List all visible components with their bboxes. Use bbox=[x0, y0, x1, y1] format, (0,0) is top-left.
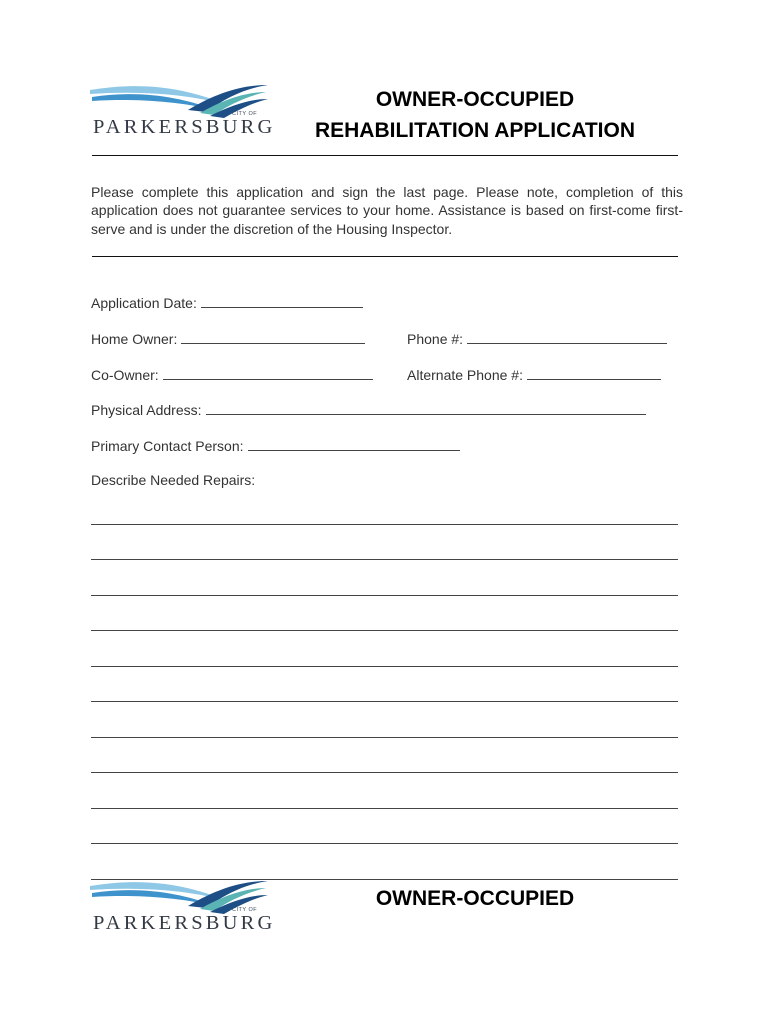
physical-address-field bbox=[91, 400, 646, 418]
logo-city-label: CITY OF bbox=[232, 907, 258, 913]
alternate-phone-input[interactable] bbox=[527, 365, 661, 380]
repair-line[interactable] bbox=[91, 630, 678, 631]
parkersburg-logo-page2 bbox=[88, 876, 276, 942]
application-date-input[interactable] bbox=[201, 293, 363, 308]
repair-line[interactable] bbox=[91, 524, 678, 525]
describe-repairs-field bbox=[91, 472, 255, 488]
home-owner-label: Home Owner: bbox=[91, 331, 178, 347]
phone-label: Phone #: bbox=[407, 331, 464, 347]
repair-line[interactable] bbox=[91, 772, 678, 773]
home-owner-input[interactable] bbox=[181, 329, 365, 344]
logo-city-label: CITY OF bbox=[232, 111, 258, 117]
repair-line[interactable] bbox=[91, 701, 678, 702]
page-title-line1: OWNER-OCCUPIED bbox=[375, 88, 575, 111]
home-owner-field bbox=[91, 329, 365, 347]
parkersburg-logo bbox=[88, 80, 276, 146]
repair-line[interactable] bbox=[91, 737, 678, 738]
application-date-field bbox=[91, 293, 363, 311]
intro-divider bbox=[92, 256, 678, 257]
page2-title-line1: OWNER-OCCUPIED bbox=[375, 887, 575, 910]
primary-contact-field bbox=[91, 436, 460, 454]
physical-address-input[interactable] bbox=[206, 400, 646, 415]
page-title-line2: REHABILITATION APPLICATION bbox=[314, 119, 636, 142]
co-owner-field bbox=[91, 365, 373, 383]
co-owner-input[interactable] bbox=[163, 365, 373, 380]
phone-input[interactable] bbox=[467, 329, 667, 344]
alternate-phone-field bbox=[407, 365, 661, 383]
logo-wordmark: PARKERSBURG bbox=[93, 116, 276, 138]
alternate-phone-label: Alternate Phone #: bbox=[407, 367, 523, 383]
phone-field bbox=[407, 329, 667, 347]
repair-line[interactable] bbox=[91, 595, 678, 596]
intro-paragraph: Please complete this application and sign the last page. Please note, completion of this application does not guarantee services to your home. Assistance is based on first-come first-serve and is under the discretion of the Housing Inspector. bbox=[91, 184, 683, 237]
describe-repairs-label: Describe Needed Repairs: bbox=[91, 472, 256, 488]
primary-contact-label: Primary Contact Person: bbox=[91, 438, 244, 454]
co-owner-label: Co-Owner: bbox=[91, 367, 159, 383]
header-divider bbox=[92, 155, 678, 156]
physical-address-label: Physical Address: bbox=[91, 402, 202, 418]
repair-line[interactable] bbox=[91, 666, 678, 667]
primary-contact-input[interactable] bbox=[248, 436, 460, 451]
repair-line[interactable] bbox=[91, 808, 678, 809]
repair-line[interactable] bbox=[91, 843, 678, 844]
application-date-label: Application Date: bbox=[91, 295, 197, 311]
logo-wordmark: PARKERSBURG bbox=[93, 912, 276, 934]
repair-line[interactable] bbox=[91, 559, 678, 560]
